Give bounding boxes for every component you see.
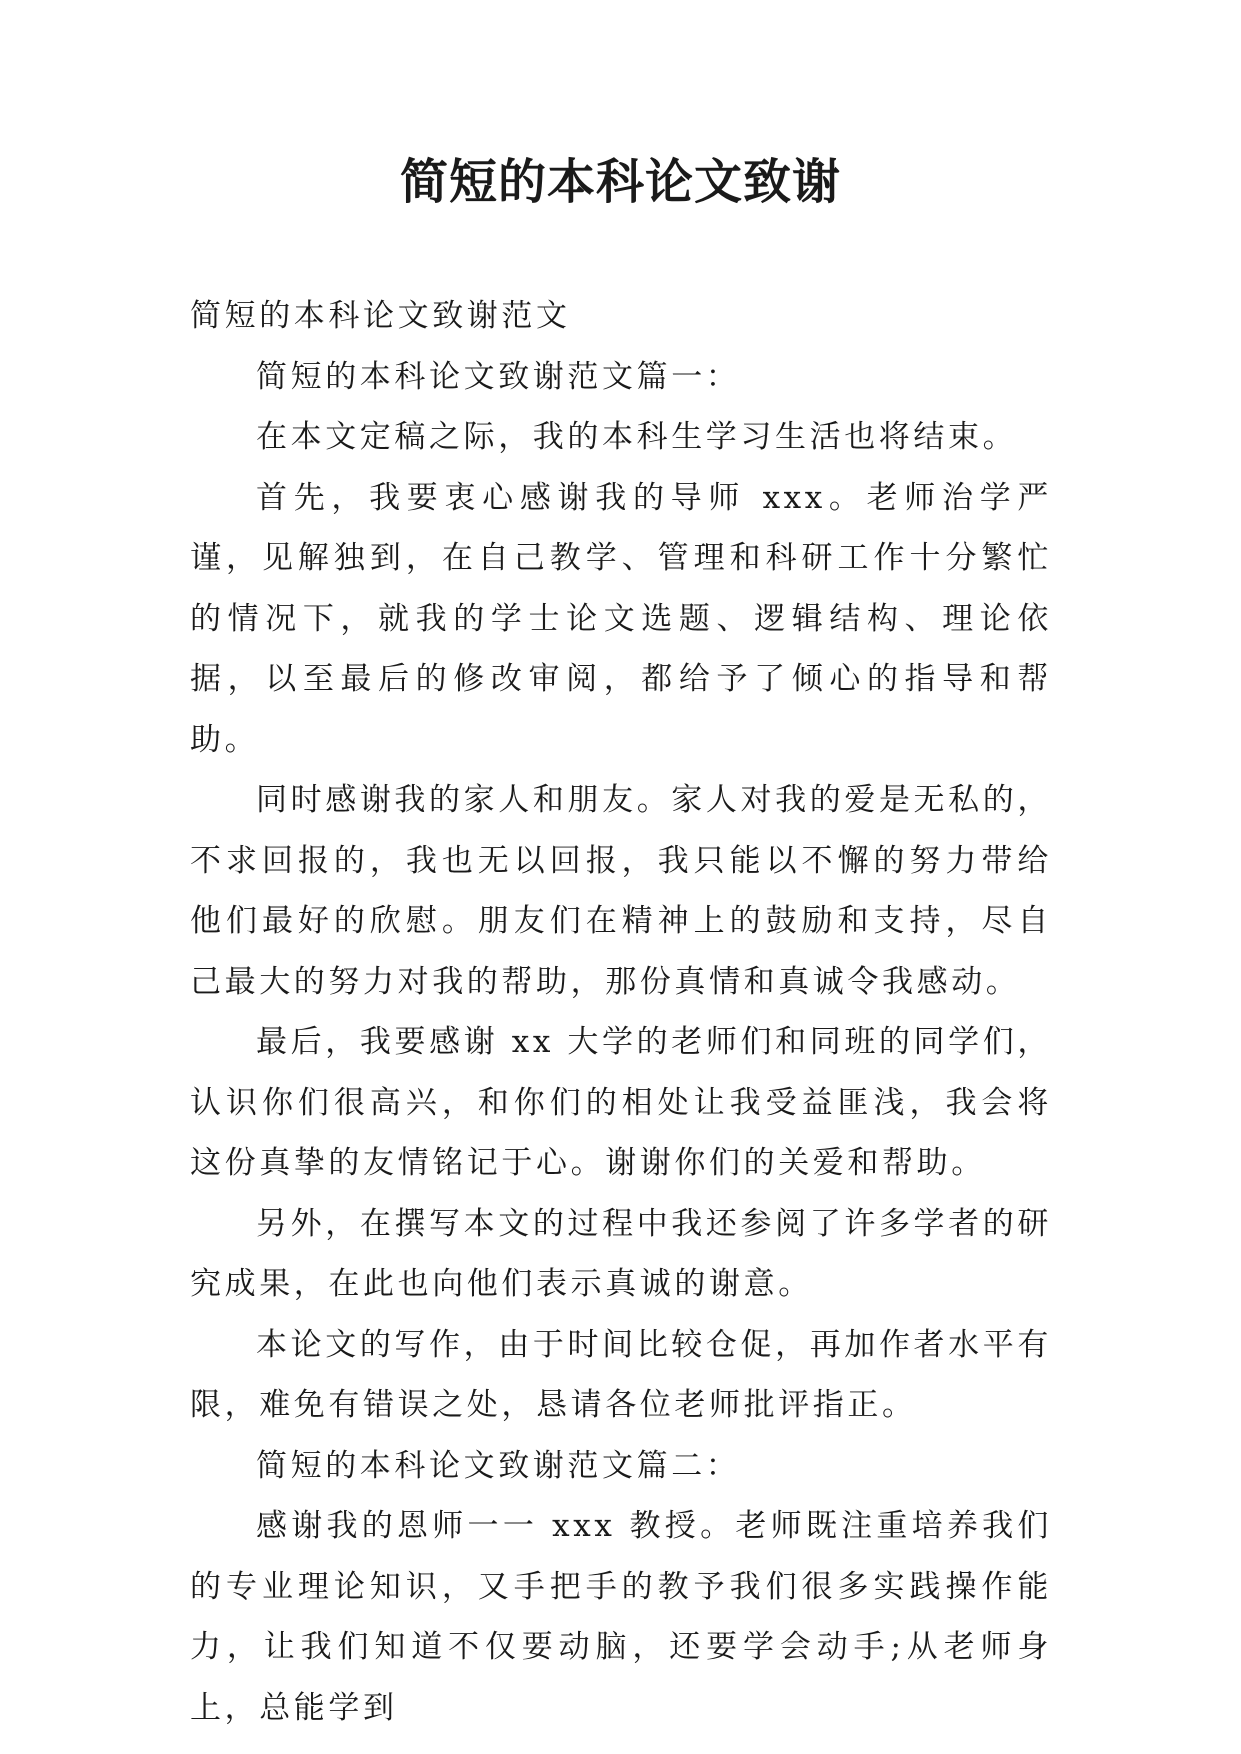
paragraph: 在本文定稿之际，我的本科生学习生活也将结束。: [256, 419, 1018, 455]
paragraph: 感谢我的恩师一一 xxx 教授。老师既注重培养我们的专业理论知识，又手把手的教予我们很多实践操作能力，让我们知道不仅要动脑，还要学会动手;从老师身上，总能学到: [190, 1508, 1052, 1726]
paragraph: 首先，我要衷心感谢我的导师 xxx。老师治学严谨，见解独到，在自己教学、管理和科研工作十分繁忙的情况下，就我的学士论文选题、逻辑结构、理论依据，以至最后的修改审阅，都给予了倾心的指导和帮助。: [190, 479, 1052, 758]
paragraph: 同时感谢我的家人和朋友。家人对我的爱是无私的，不求回报的，我也无以回报，我只能以不懈的努力带给他们最好的欣慰。朋友们在精神上的鼓励和支持，尽自己最大的努力对我的帮助，那份真情和真诚令我感动。: [190, 782, 1052, 1000]
paragraph: 简短的本科论文致谢范文: [190, 298, 571, 334]
paragraph: 另外，在撰写本文的过程中我还参阅了许多学者的研究成果，在此也向他们表示真诚的谢意。: [190, 1205, 1052, 1302]
document-title: 简短的本科论文致谢: [399, 154, 841, 210]
paragraph: 本论文的写作，由于时间比较仓促，再加作者水平有限，难免有错误之处，恳请各位老师批评指正。: [190, 1326, 1052, 1423]
paragraph: 简短的本科论文致谢范文篇一：: [256, 358, 741, 395]
document-body: [190, 286, 1052, 1738]
paragraph: 最后，我要感谢 xx 大学的老师们和同班的同学们，认识你们很高兴，和你们的相处让我受益匪浅，我会将这份真挚的友情铭记于心。谢谢你们的关爱和帮助。: [190, 1024, 1052, 1181]
paragraph: 简短的本科论文致谢范文篇二：: [256, 1447, 741, 1484]
